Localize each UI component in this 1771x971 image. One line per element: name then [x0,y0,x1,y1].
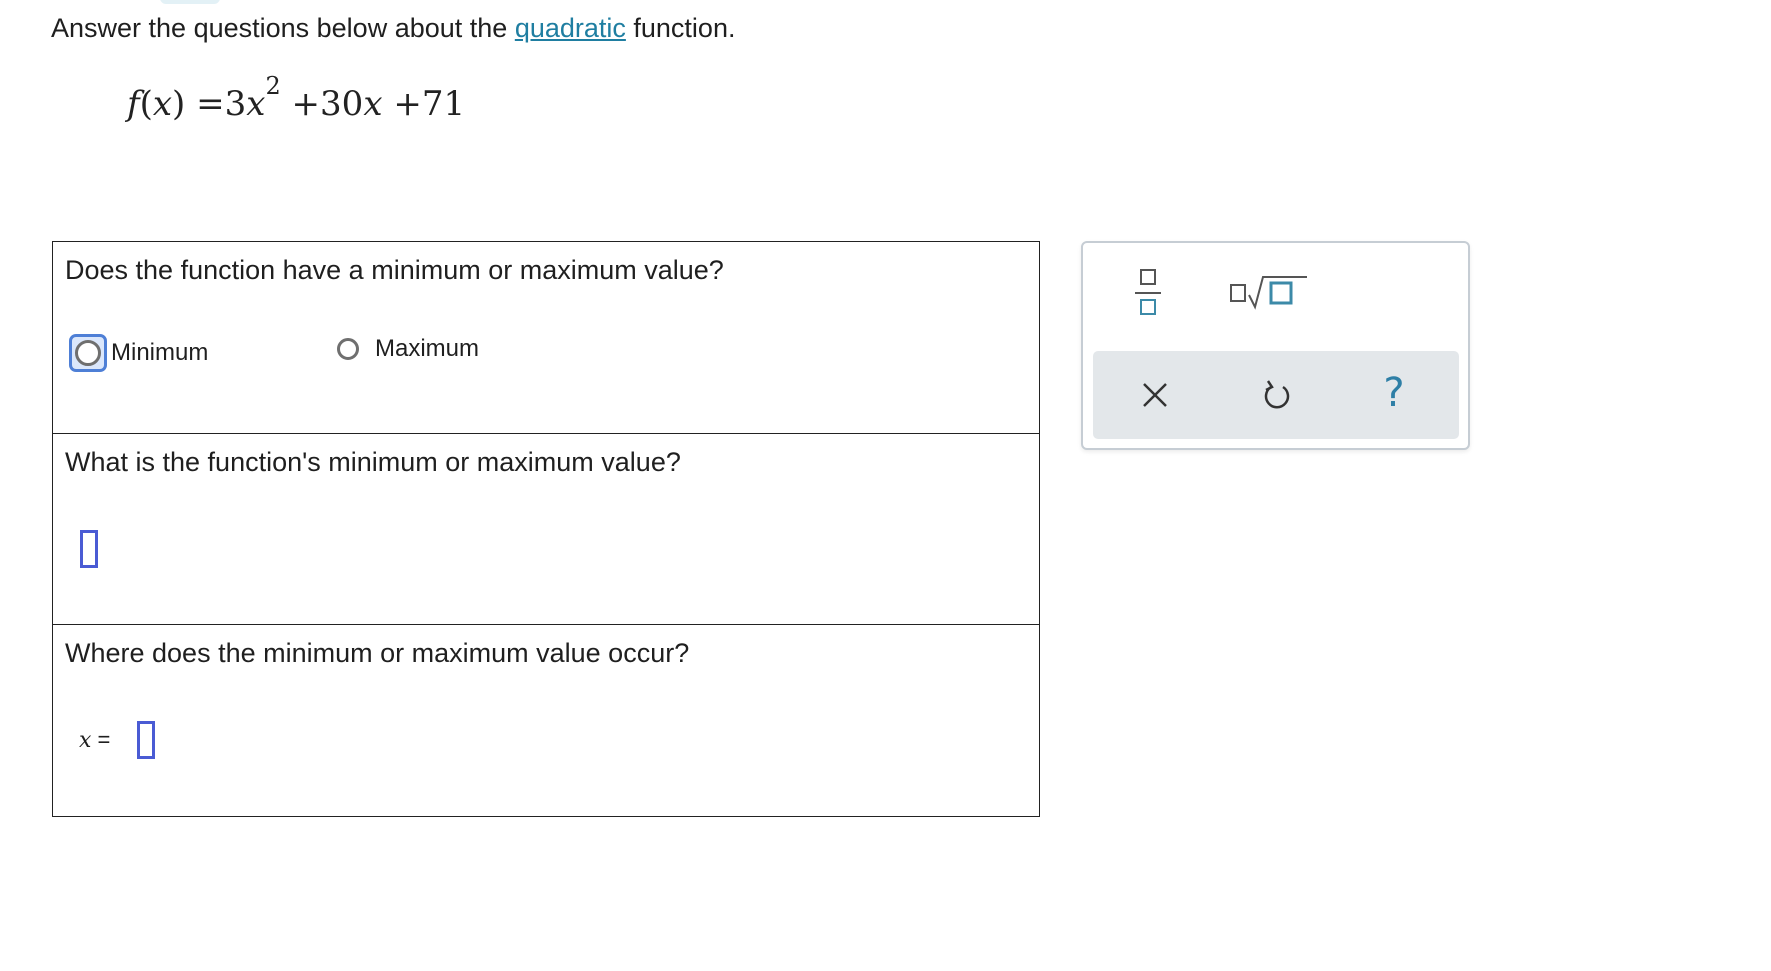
question-extreme-location [53,624,1039,816]
help-icon[interactable]: ? [1383,370,1405,416]
top-tab-hint [160,0,220,4]
radio-focus-ring [69,334,107,372]
question-text: Where does the minimum or maximum value occur? [65,638,690,668]
maximum-radio[interactable] [337,338,359,360]
intro-prefix: Answer the questions below about the [51,13,515,43]
equals-sign: = [97,727,111,752]
option-minimum[interactable] [69,334,208,372]
formula-var3: x [363,84,383,124]
formula-plus2: + [393,84,422,124]
maximum-label: Maximum [375,335,480,362]
formula-const: 71 [421,84,466,124]
undo-icon[interactable] [1262,378,1292,412]
question-min-or-max [53,242,1039,434]
question-box [52,241,1040,817]
question-extreme-value [53,433,1039,625]
function-formula [127,72,466,128]
quadratic-link[interactable]: quadratic [514,13,626,43]
minimum-label: Minimum [111,339,209,366]
formula-rparen: ) [172,84,186,124]
math-toolbar [1081,241,1470,450]
fraction-icon[interactable] [1135,269,1163,319]
formula-var: x [152,84,173,124]
formula-exponent: 2 [265,72,281,100]
formula-plus1: + [291,84,321,124]
intro-suffix: function. [625,13,736,43]
intro-text [51,8,735,48]
formula-coef1: 3 [224,84,247,124]
fraction-bar [1135,292,1161,294]
formula-lparen: ( [139,84,153,124]
toolbar-actions-panel [1093,351,1459,439]
x-value-input[interactable] [137,721,155,759]
question-text: What is the function's minimum or maximum value? [65,447,681,477]
fraction-numerator-box [1140,269,1156,285]
nth-root-icon[interactable] [1229,273,1309,313]
fraction-denominator-box [1140,299,1156,315]
minimum-radio[interactable] [75,340,101,366]
formula-coef2: 30 [320,84,364,124]
option-maximum[interactable] [337,334,479,364]
formula-eq: = [196,84,225,124]
formula-var2: x [246,84,266,124]
question-text: Does the function have a minimum or maximum value? [65,255,724,285]
formula-fn: f [127,84,140,124]
close-icon[interactable] [1141,381,1169,409]
extreme-value-input[interactable] [80,530,98,568]
x-equals-label [79,725,110,756]
x-variable: x [79,728,92,753]
